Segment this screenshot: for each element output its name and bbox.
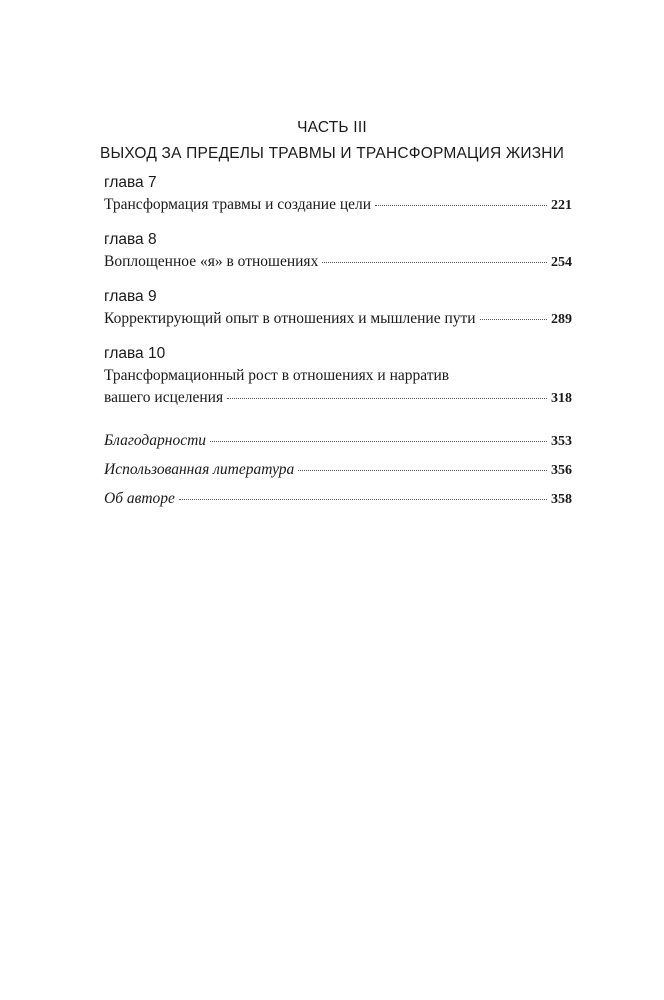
entry-title: Использованная литература [104, 461, 295, 478]
page-number: 358 [551, 492, 572, 507]
entry-title: Об авторе [104, 490, 175, 507]
dot-leader [322, 262, 547, 263]
toc-entry-about-author [104, 488, 572, 511]
chapter-title: Трансформация травмы и создание цели [104, 196, 372, 213]
dot-leader [227, 398, 547, 399]
chapter-9 [104, 286, 572, 331]
chapter-title: Воплощенное «я» в отношениях [104, 253, 319, 270]
chapter-8 [104, 229, 572, 274]
dot-leader [210, 441, 547, 442]
chapter-label: глава 10 [104, 345, 166, 362]
chapter-title: Корректирующий опыт в отношениях и мышление пути [104, 310, 476, 327]
toc-entry [104, 387, 572, 410]
chapter-title-line-1: Трансформационный рост в отношениях и нарратив [104, 367, 450, 384]
chapter-7 [104, 172, 572, 217]
page-number: 289 [551, 312, 572, 327]
toc-entry [104, 251, 572, 274]
part-title: ВЫХОД ЗА ПРЕДЕЛЫ ТРАВМЫ И ТРАНСФОРМАЦИЯ ЖИЗНИ [99, 145, 565, 162]
page-number: 318 [551, 391, 572, 406]
dot-leader [480, 319, 547, 320]
toc-entry [104, 308, 572, 331]
table-of-contents [104, 172, 572, 517]
dot-leader [298, 470, 547, 471]
page-number: 356 [551, 463, 572, 478]
chapter-label: глава 9 [104, 288, 157, 305]
page-number: 353 [551, 434, 572, 449]
chapter-title-line-2: вашего исцеления [104, 389, 224, 406]
toc-entry-acknowledgements [104, 430, 572, 453]
chapter-10 [104, 343, 572, 410]
page-number: 221 [551, 198, 572, 213]
entry-title: Благодарности [104, 432, 207, 449]
toc-entry-references [104, 459, 572, 482]
chapter-label: глава 7 [104, 174, 157, 191]
part-label: ЧАСТЬ III [297, 119, 367, 136]
chapter-label: глава 8 [104, 231, 157, 248]
back-matter [104, 430, 572, 511]
page-number: 254 [551, 255, 572, 270]
part-header [0, 117, 664, 165]
dot-leader [375, 205, 547, 206]
toc-entry [104, 194, 572, 217]
dot-leader [179, 499, 547, 500]
